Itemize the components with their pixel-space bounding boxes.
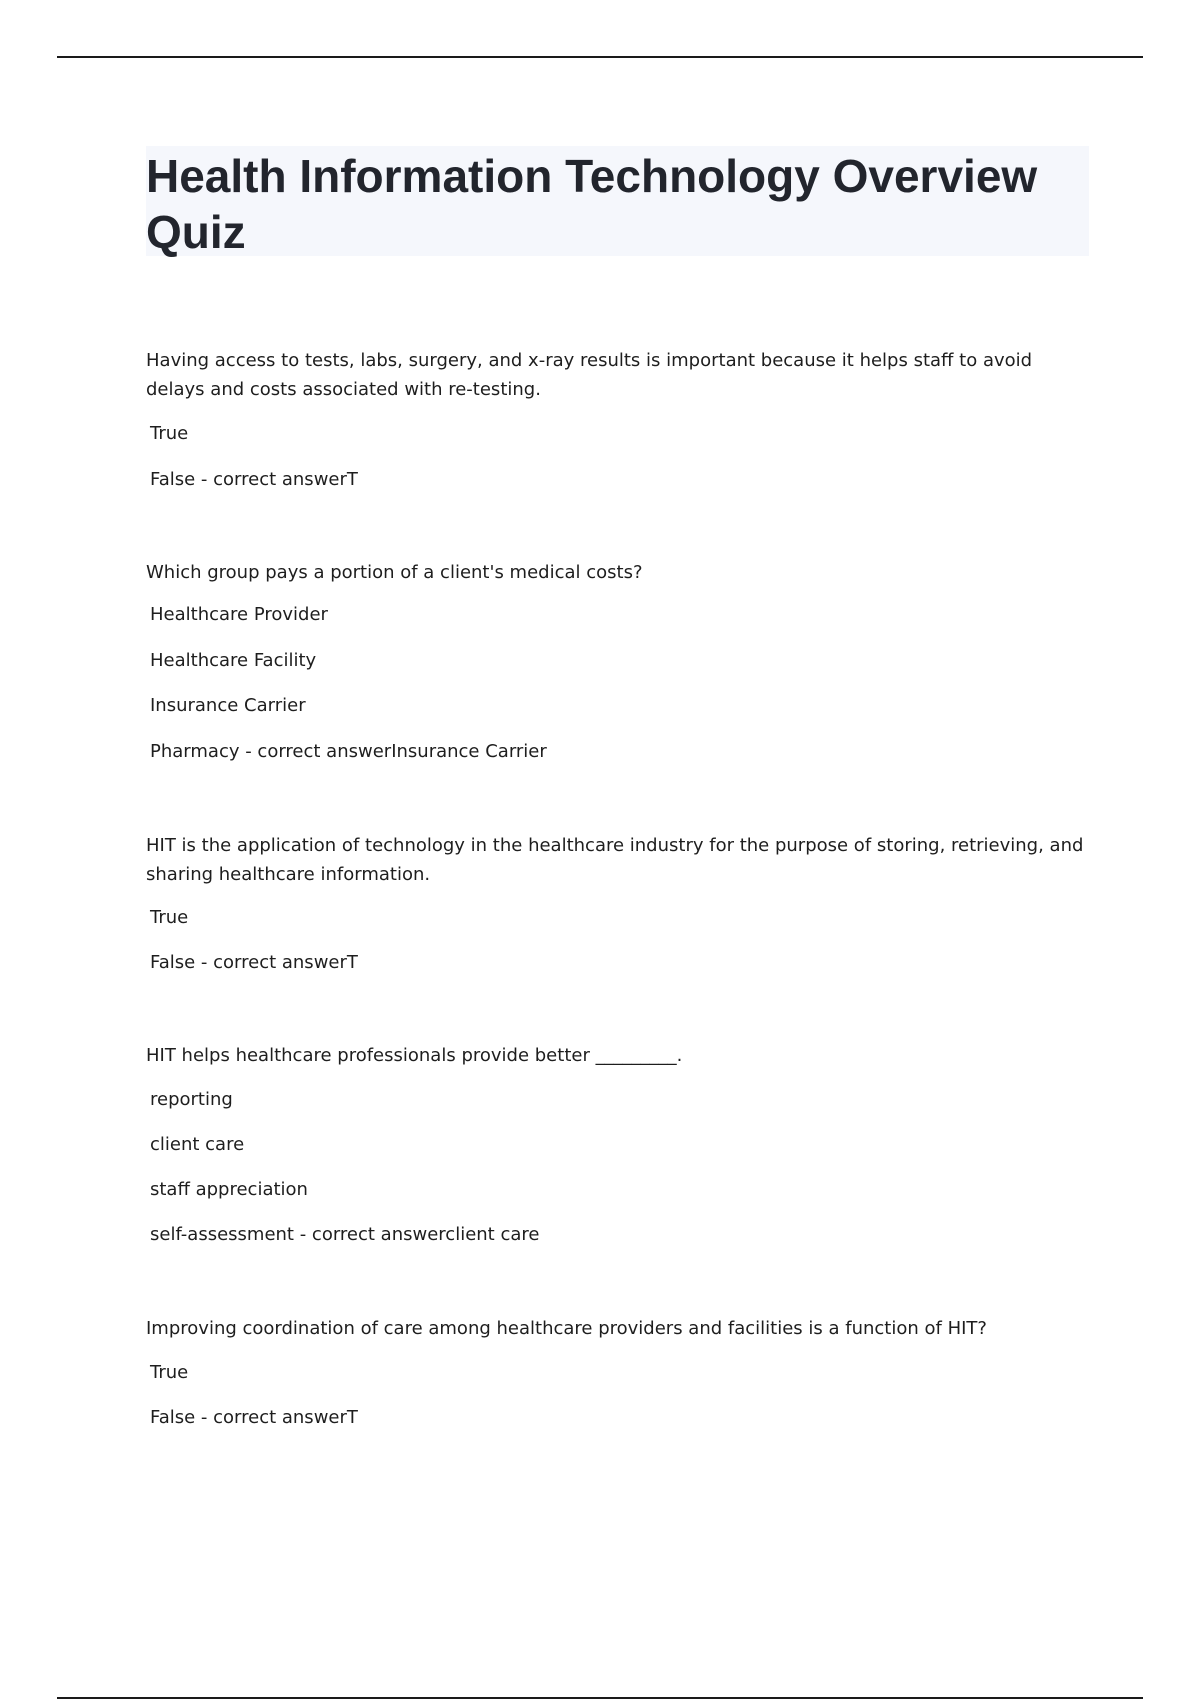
question-text: Having access to tests, labs, surgery, and x-ray results is important because it helps staff to avoid delays and costs associated with re-testing. [146, 350, 1033, 400]
answer-option: True [150, 1362, 189, 1383]
answer-option: Pharmacy - correct answerInsurance Carrier [150, 741, 547, 762]
answer-option: Healthcare Facility [150, 650, 317, 671]
question-4 [146, 1041, 1086, 1245]
top-divider [57, 56, 1143, 58]
bottom-divider [57, 1697, 1143, 1699]
answer-option: False - correct answerT [150, 952, 358, 973]
answer-option: staff appreciation [150, 1179, 308, 1200]
page-title: Health Information Technology Overview Quiz [146, 150, 1038, 258]
question-text: Improving coordination of care among healthcare providers and facilities is a function of HIT? [146, 1318, 987, 1339]
question-5 [146, 1314, 1086, 1428]
answer-option: reporting [150, 1089, 233, 1110]
question-2 [146, 558, 1086, 762]
answer-option: False - correct answerT [150, 469, 358, 490]
title-banner [146, 146, 1089, 256]
answer-option: True [150, 423, 189, 444]
answer-option: Healthcare Provider [150, 604, 328, 625]
answer-option: self-assessment - correct answerclient care [150, 1224, 540, 1245]
answer-option: Insurance Carrier [150, 695, 306, 716]
question-text: HIT helps healthcare professionals provide better _________. [146, 1045, 683, 1066]
question-text: HIT is the application of technology in the healthcare industry for the purpose of storing, retrieving, and sharing healthcare information. [146, 835, 1084, 885]
answer-option: False - correct answerT [150, 1407, 358, 1428]
question-3 [146, 831, 1086, 973]
answer-option: client care [150, 1134, 245, 1155]
answer-option: True [150, 907, 189, 928]
question-1 [146, 346, 1086, 490]
question-text: Which group pays a portion of a client's medical costs? [146, 562, 643, 583]
